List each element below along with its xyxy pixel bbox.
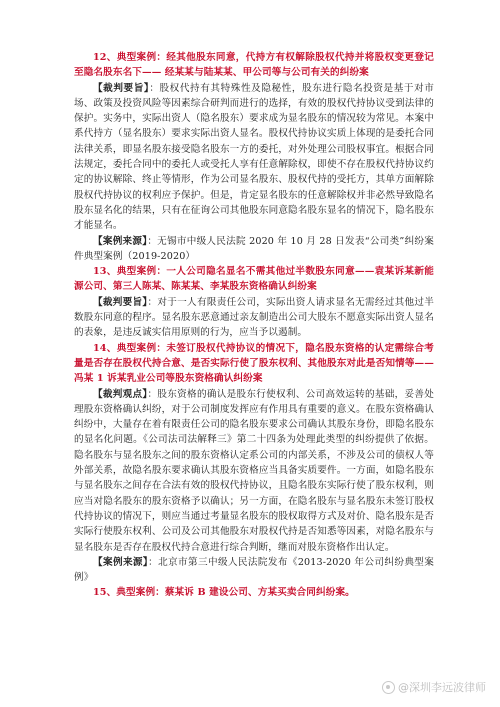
case-12-title: 12、典型案例：经其他股东同意，代持方有权解除股权代持并将股权变更登记至隐名股东名下—— 经某某与陆某某、甲公司等与公司有关的纠纷案 [74, 52, 434, 79]
case-12-gist [74, 81, 434, 234]
case-15-title: 15、典型案例：蔡某诉 B 建设公司、方某买卖合同纠纷案。 [93, 587, 355, 599]
case-13-gist-label: 【裁判要旨】 [93, 296, 148, 308]
author-watermark [382, 679, 486, 695]
case-14-view-label: 【裁判观点】 [93, 388, 148, 400]
case-14-source [74, 555, 434, 586]
case-14-view-text: ：股东资格的确认是股东行使权利、公司高效运转的基础，妥善处理股东资格确认纠纷，对于公司制度发挥应有作用具有重要的意义。在股东资格确认纠纷中，大量存在着有限责任公司的隐名股东要求公司确认其股东身份，即隐名股东的显名化问题。《公司法司法解释三》第二十四条为处理此类型的纠纷提供了依据。隐名股东与显名股东之间的股东资格认定系公司的内部关系，不涉及公司的债权人等外部关系，故隐名股东要求确认其股东资格应当具备实质要件。一方面，如隐名股东与显名股东之间存在合法有效的股权代持协议，且隐名股东实际行使了股东权利，则应当对隐名股东的股东资格予以确认；另一方面，在隐名股东与显名股东未签订股权代持协议的情况下，则应当通过考量显名股东的股权取得方式及对价、隐名股东是否实际行使股东权利、公司及公司其他股东对股权代持是否知悉等因素，对隐名股东与显名股东是否存在股权代持合意进行综合判断，继而对股东资格作出认定。 [74, 388, 435, 553]
case-13-title: 13、典型案例：一人公司隐名显名不需其他过半数股东同意——袁某诉某新能源公司、第三人陈某、陈某某、李某股东资格确认纠纷案 [74, 266, 434, 293]
account-icon [382, 681, 395, 694]
document-body [74, 50, 434, 601]
case-14-view [74, 387, 434, 555]
case-12-source [74, 234, 434, 265]
case-14-source-label: 【案例来源】 [93, 556, 149, 568]
watermark-text: @深圳李远波律师 [398, 681, 486, 694]
case-12-gist-text: ：股权代持有其特殊性及隐秘性，股东进行隐名投资是基于对市场、政策及投资风险等因素综合研判而进行的选择，有效的股权代持协议受到法律的保护。实务中，实际出资人（隐名股东）要求成为显名股东的情况较为常见。本案中系代持方（显名股东）要求实际出资人显名。股权代持协议实质上体现的是委托合同法律关系，即显名股东接受隐名股东一方的委托，对外处理公司股权事宜。根据合同法规定，委托合同中的委托人或受托人享有任意解除权，即使不存在股权代持协议约定的协议解除、终止等情形，作为公司显名股东、股权代持的受托方，其单方面解除股权代持协议的权利应予保护。但是，肯定显名股东的任意解除权并非必然导致隐名股东显名化的结果，只有在征询公司其他股东同意隐名股东显名的情况下，隐名股东才能显名。 [74, 82, 435, 232]
case-14-source-text: ：北京市第三中级人民法院发布《2013-2020 年公司纠纷典型案例》 [74, 556, 434, 584]
case-12-source-text: ：无锡市中级人民法院 2020 年 10 月 28 日发表“公司类”纠纷案件典型案例（2019-2020） [74, 235, 434, 262]
case-14-title: 14、典型案例：未签订股权代持协议的情况下，隐名股东资格的认定需综合考量是否存在股权代持合意、是否实际行使了股东权利、其他股东对此是否知情等——冯某 1 诉某乳业公司等股东资格确认纠纷案 [74, 342, 434, 385]
case-13-gist-text: ：对于一人有限责任公司，实际出资人请求显名无需经过其他过半数股东同意的程序。显名股东恶意通过亲友制造出公司大股东不愿意实际出资人显名的表象，是违反诚实信用原则的行为，应当予以遏制。 [74, 296, 435, 339]
case-12-gist-label: 【裁判要旨】 [93, 82, 150, 94]
case-12-source-label: 【案例来源】 [93, 235, 148, 247]
case-13-gist [74, 295, 434, 341]
